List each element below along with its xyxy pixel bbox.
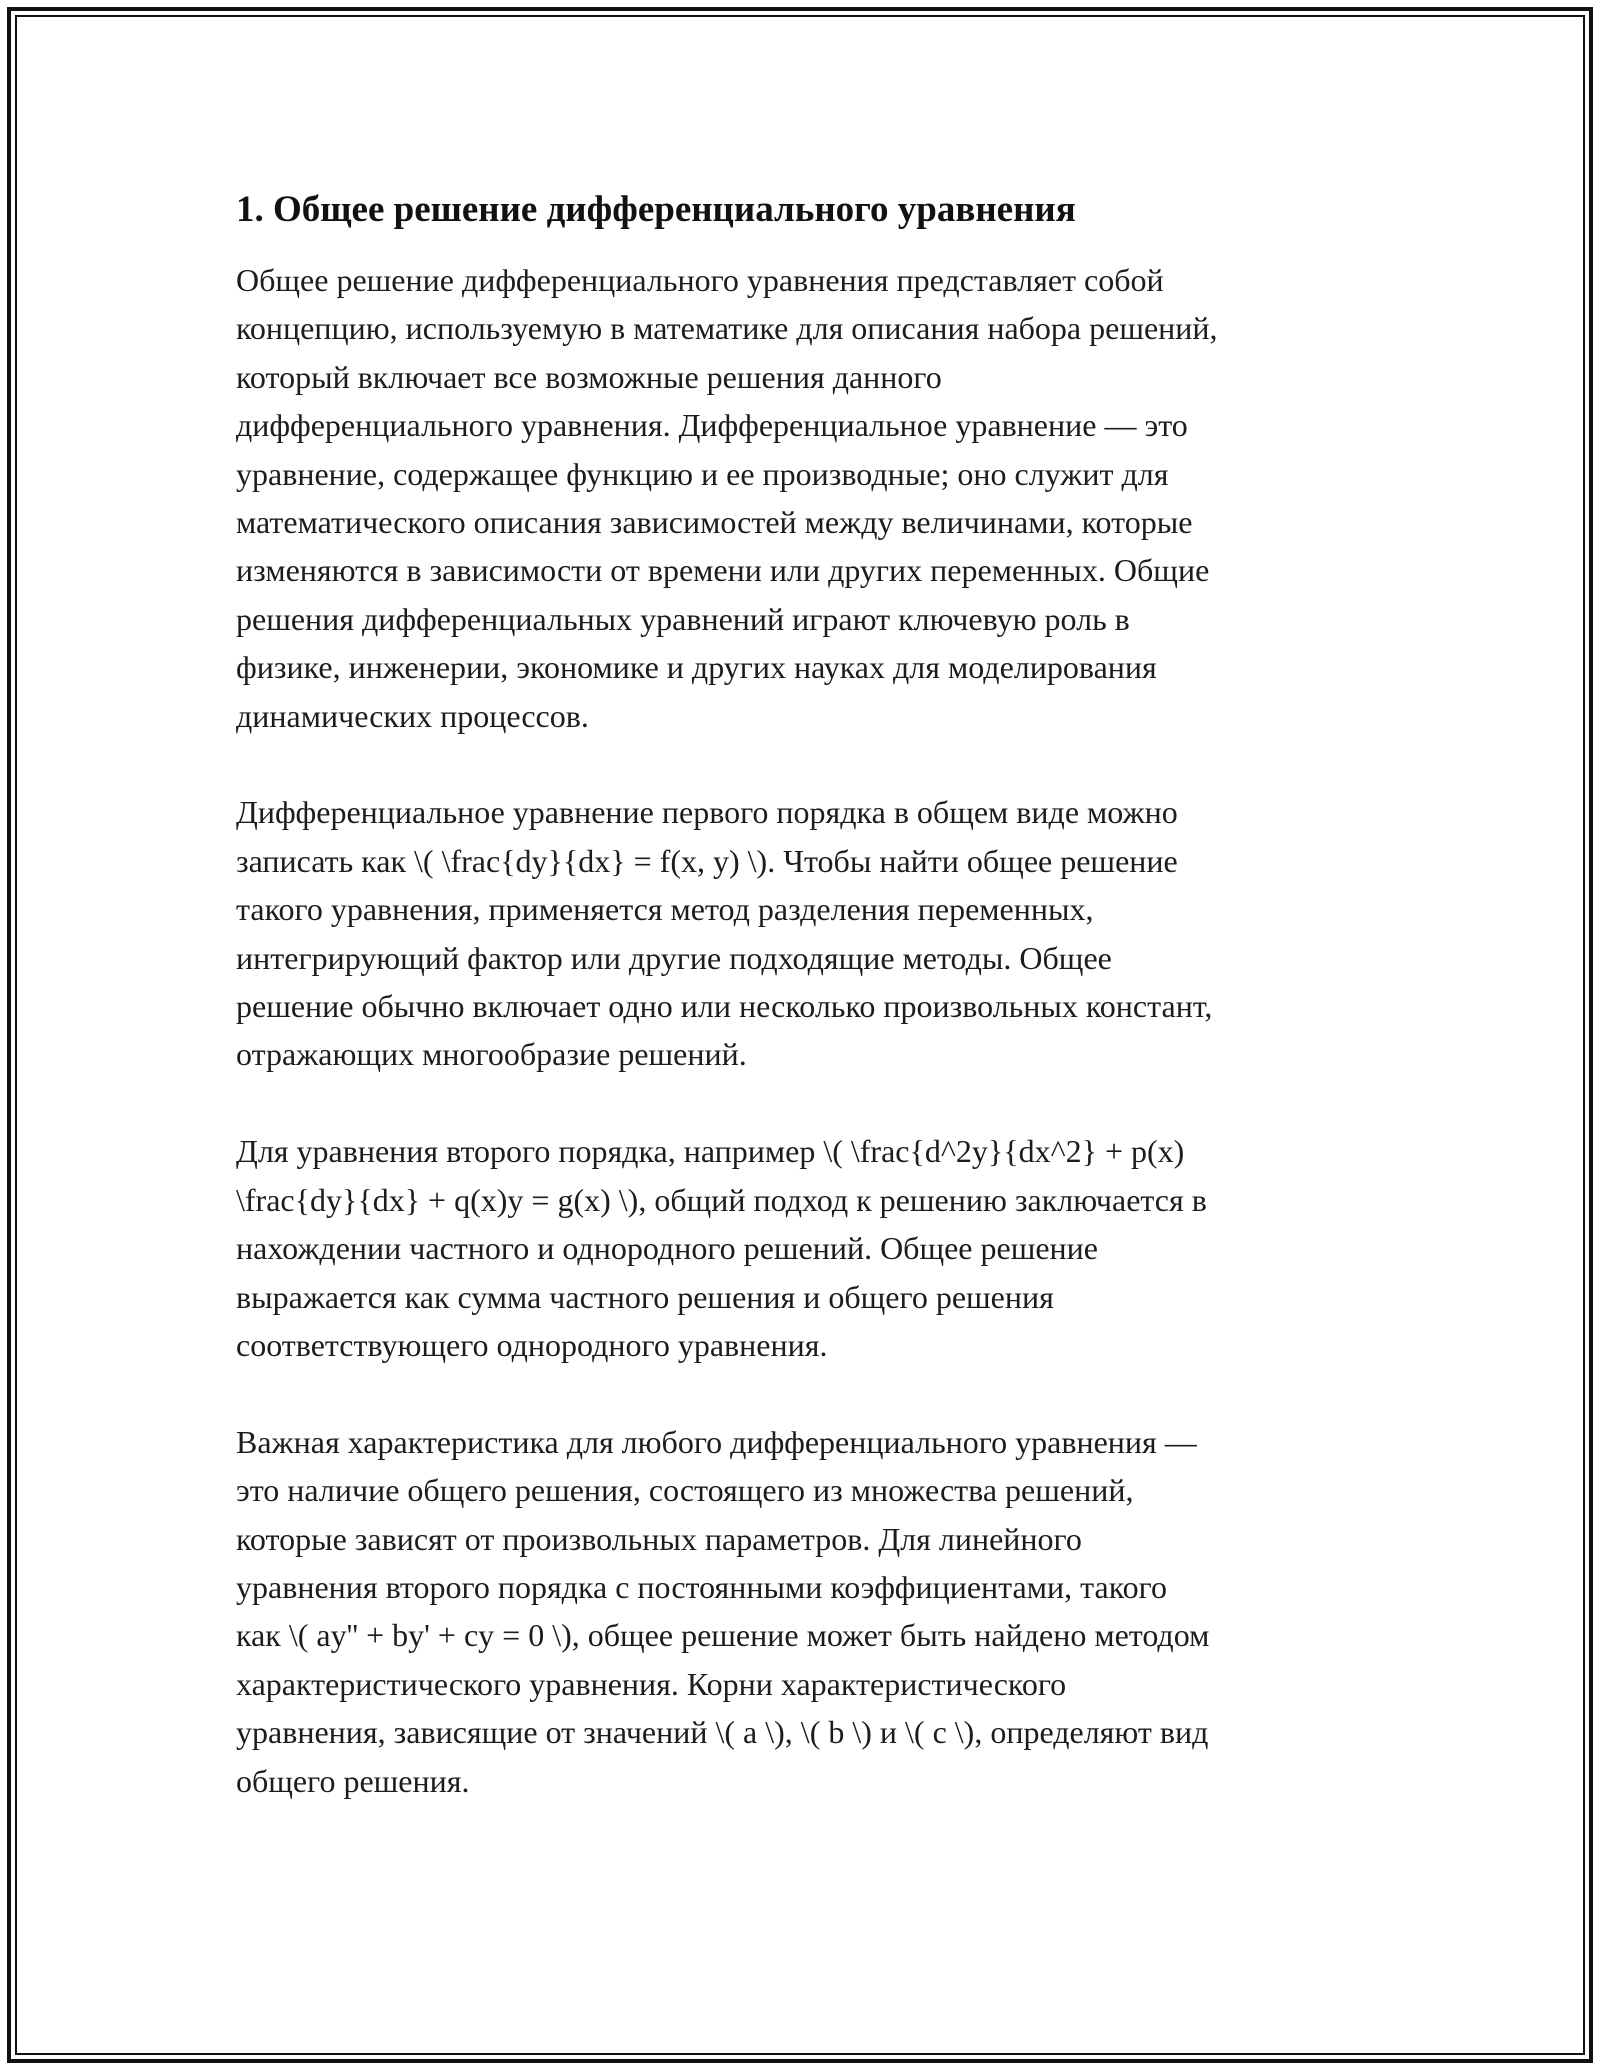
paragraph-line: характеристического уравнения. Корни характеристического [236, 1665, 1067, 1702]
paragraph-line: математического описания зависимостей между величинами, которые [236, 504, 1193, 541]
paragraph-line: концепцию, используемую в математике для описания набора решений, [236, 310, 1218, 347]
paragraph-line: это наличие общего решения, состоящего из множества решений, [236, 1472, 1134, 1509]
paragraph [236, 1418, 1376, 1805]
paragraph [236, 1127, 1376, 1369]
paragraph-line: Для уравнения второго порядка, например \( \frac{d^2y}{dx^2} + p(x) [236, 1133, 1185, 1170]
paragraphs-container [236, 256, 1376, 1805]
document-body [236, 186, 1376, 1805]
paragraph-line: интегрирующий фактор или другие подходящие методы. Общее [236, 939, 1112, 976]
paragraph-line: физике, инженерии, экономике и других науках для моделирования [236, 649, 1157, 686]
paragraph-line: изменяются в зависимости от времени или других переменных. Общие [236, 552, 1210, 589]
paragraph-line: Дифференциальное уравнение первого порядка в общем виде можно [236, 794, 1178, 831]
paragraph-line: записать как \( \frac{dy}{dx} = f(x, y) \). Чтобы найти общее решение [236, 842, 1178, 879]
paragraph [236, 788, 1376, 1078]
paragraph-line: соответствующего однородного уравнения. [236, 1326, 828, 1363]
paragraph-line: отражающих многообразие решений. [236, 1036, 747, 1073]
paragraph-line: уравнения второго порядка с постоянными коэффициентами, такого [236, 1568, 1167, 1605]
paragraph-line: как \( ay'' + by' + cy = 0 \), общее решение может быть найдено методом [236, 1617, 1210, 1654]
paragraph-line: уравнения, зависящие от значений \( a \), \( b \) и \( c \), определяют вид [236, 1714, 1209, 1751]
paragraph-line: такого уравнения, применяется метод разделения переменных, [236, 891, 1094, 928]
paragraph-line: \frac{dy}{dx} + q(x)y = g(x) \), общий подход к решению заключается в [236, 1181, 1207, 1218]
paragraph-line: общего решения. [236, 1762, 470, 1799]
paragraph-line: дифференциального уравнения. Дифференциальное уравнение — это [236, 407, 1188, 444]
paragraph-line: Общее решение дифференциального уравнения представляет собой [236, 262, 1164, 298]
paragraph-line: который включает все возможные решения данного [236, 358, 942, 395]
paragraph-line: динамических процессов. [236, 697, 589, 734]
paragraph-line: решение обычно включает одно или несколько произвольных констант, [236, 988, 1213, 1025]
paragraph-line: которые зависят от произвольных параметров. Для линейного [236, 1520, 1082, 1557]
paragraph-line: нахождении частного и однородного решений. Общее решение [236, 1230, 1098, 1267]
paragraph-line: уравнение, содержащее функцию и ее производные; оно служит для [236, 455, 1169, 492]
paragraph [236, 256, 1376, 740]
section-title: 1. Общее решение дифференциального уравнения [236, 189, 1076, 230]
paragraph-line: решения дифференциальных уравнений играют ключевую роль в [236, 600, 1130, 637]
paragraph-line: Важная характеристика для любого дифференциального уравнения — [236, 1423, 1197, 1460]
paragraph-line: выражается как сумма частного решения и общего решения [236, 1278, 1054, 1315]
